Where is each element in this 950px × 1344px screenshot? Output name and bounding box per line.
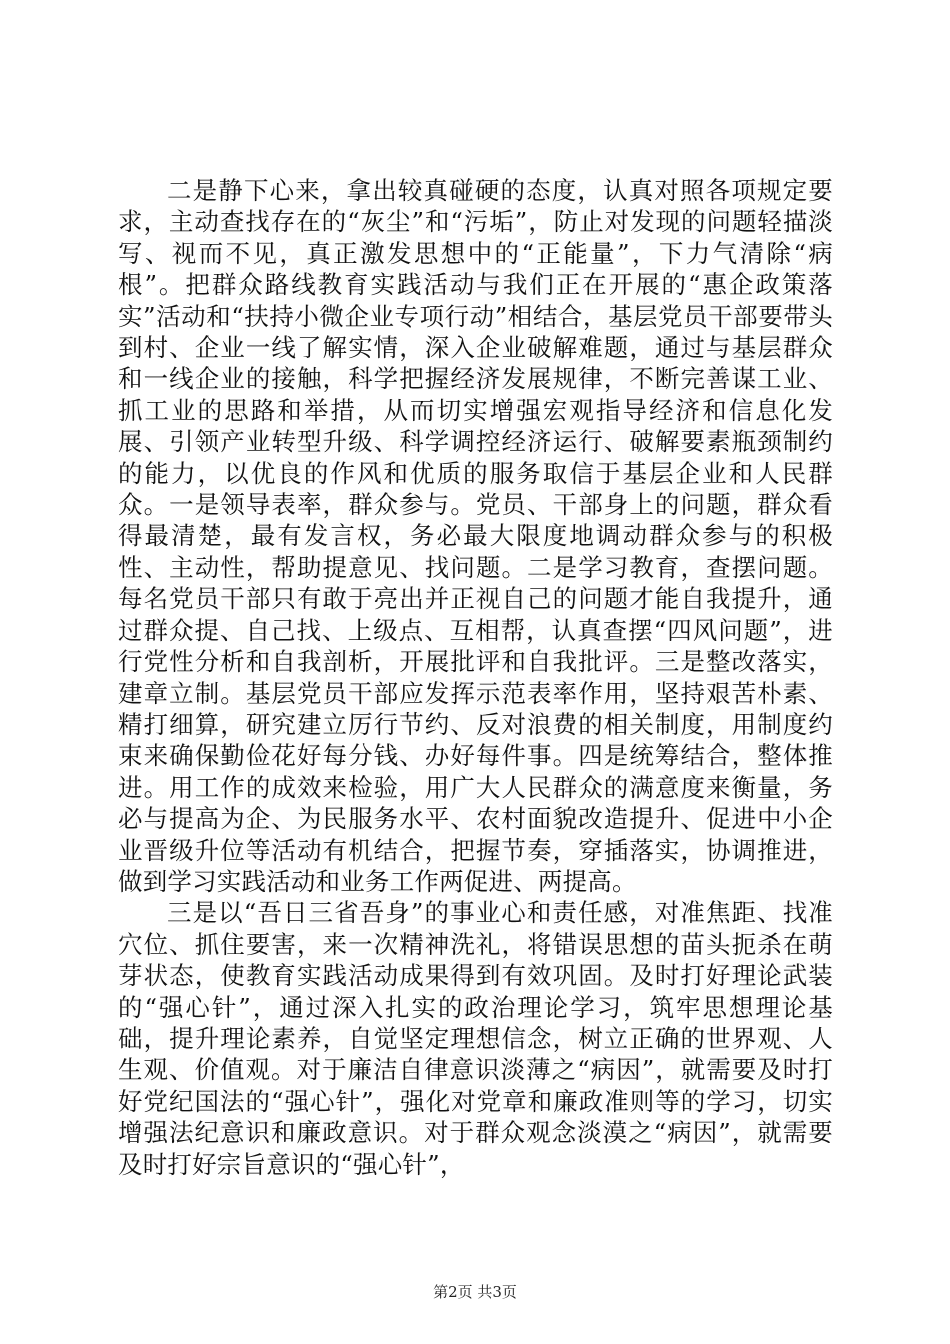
paragraph-2: 三是以“吾日三省吾身”的事业心和责任感，对准焦距、找准穴位、抓住要害，来一次精神洗礼，将错误思想的苗头扼杀在萌芽状态，使教育实践活动成果得到有效巩固。及时打好理论武装的“强心针”，通过深入扎实的政治理论学习，筑牢思想理论基础，提升理论素养，自觉坚定理想信念，树立正确的世界观、人生观、价值观。对于廉洁自律意识淡薄之“病因”，就需要及时打好党纪国法的“强心针”，强化对党章和廉政准则等的学习，切实增强法纪意识和廉政意识。对于群众观念淡漠之“病因”，就需要及时打好宗旨意识的“强心针”， [118,898,833,1179]
document-body [118,175,833,1180]
paragraph-1: 二是静下心来，拿出较真碰硬的态度，认真对照各项规定要求，主动查找存在的“灰尘”和“污垢”，防止对发现的问题轻描淡写、视而不见，真正激发思想中的“正能量”，下力气清除“病根”。把群众路线教育实践活动与我们正在开展的“惠企政策落实”活动和“扶持小微企业专项行动”相结合，基层党员干部要带头到村、企业一线了解实情，深入企业破解难题，通过与基层群众和一线企业的接触，科学把握经济发展规律，不断完善谋工业、抓工业的思路和举措，从而切实增强宏观指导经济和信息化发展、引领产业转型升级、科学调控经济运行、破解要素瓶颈制约的能力，以优良的作风和优质的服务取信于基层企业和人民群众。一是领导表率，群众参与。党员、干部身上的问题，群众看得最清楚，最有发言权，务必最大限度地调动群众参与的积极性、主动性，帮助提意见、找问题。二是学习教育，查摆问题。每名党员干部只有敢于亮出并正视自己的问题才能自我提升，通过群众提、自己找、上级点、互相帮，认真查摆“四风问题”，进行党性分析和自我剖析，开展批评和自我批评。三是整改落实，建章立制。基层党员干部应发挥示范表率作用，坚持艰苦朴素、精打细算，研究建立厉行节约、反对浪费的相关制度，用制度约束来确保勤俭花好每分钱、办好每件事。四是统筹结合，整体推进。用工作的成效来检验，用广大人民群众的满意度来衡量，务必与提高为企、为民服务水平、农村面貌改造提升、促进中小企业晋级升位等活动有机结合，把握节奏，穿插落实，协调推进，做到学习实践活动和业务工作两促进、两提高。 [118,176,833,896]
page-footer: 第2页 共3页 [433,1283,517,1301]
